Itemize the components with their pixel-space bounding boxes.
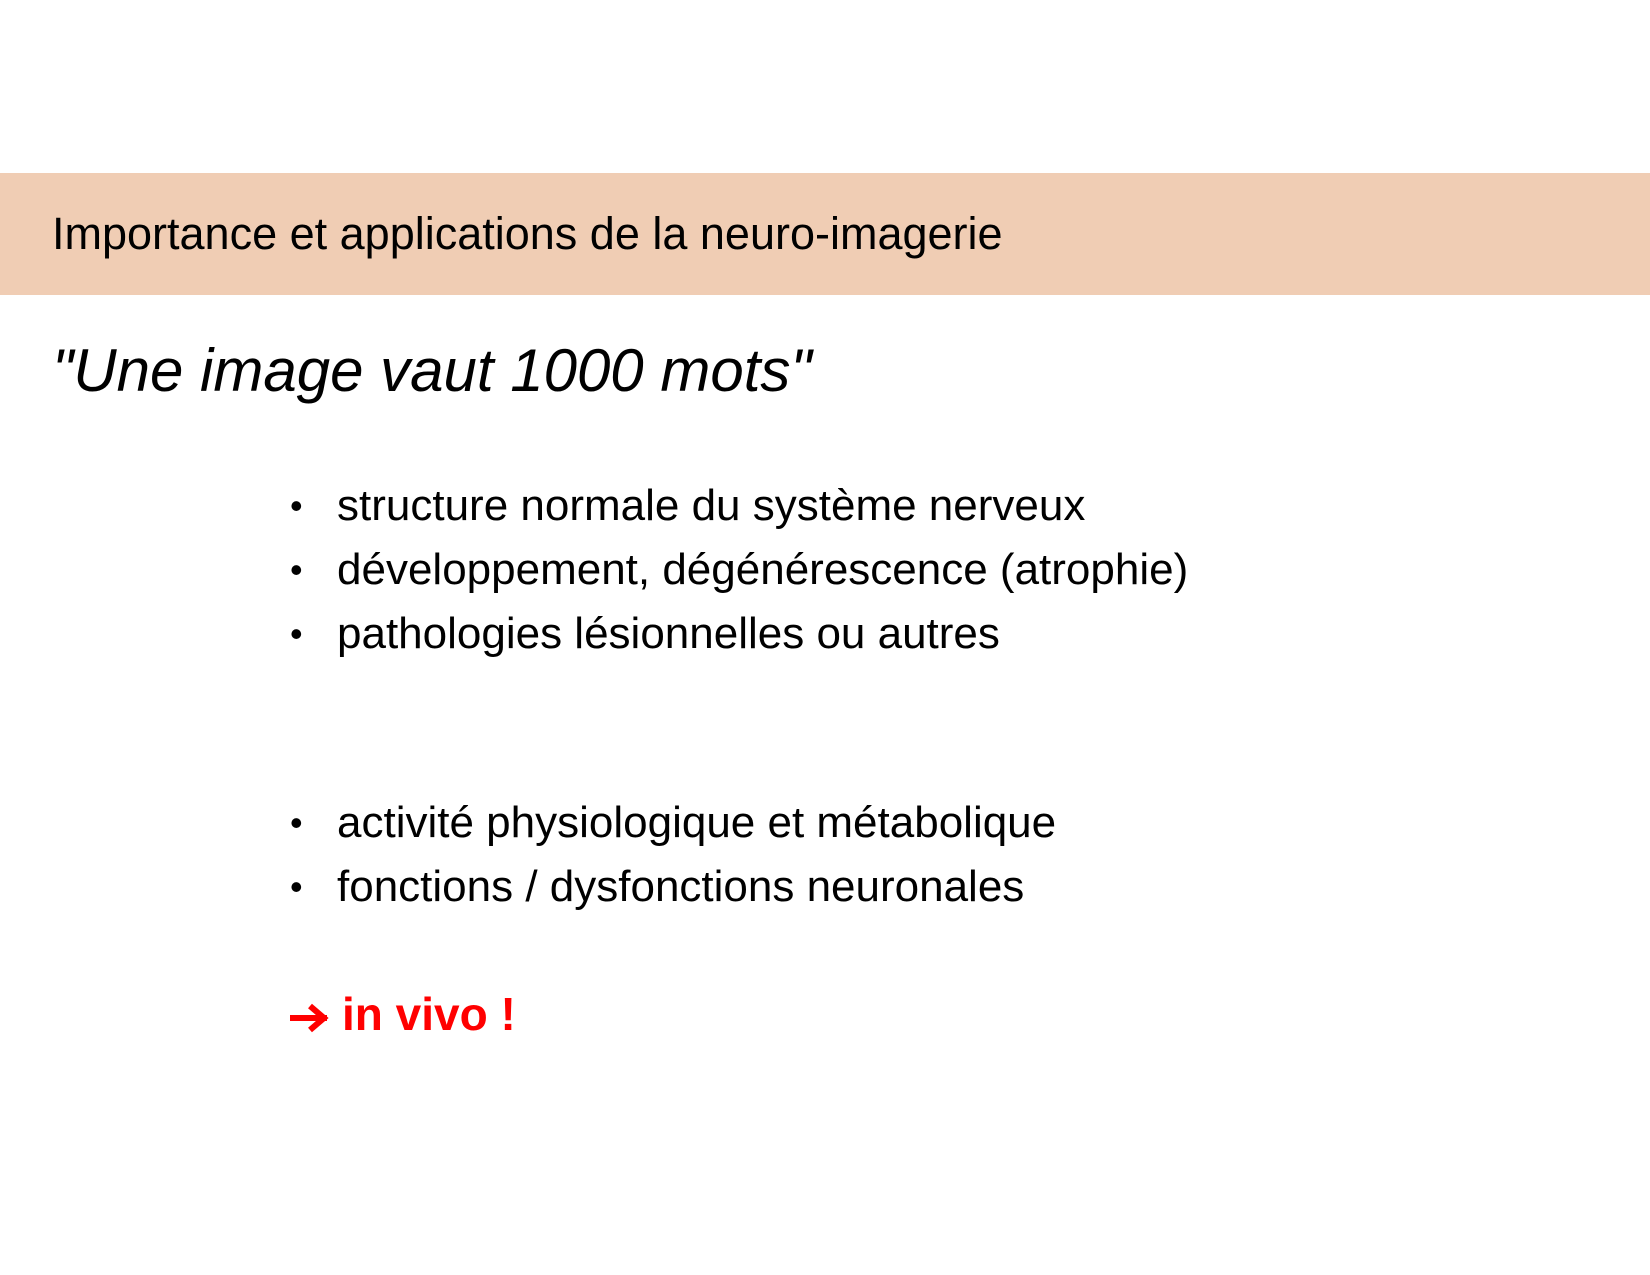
bullet-icon: • (290, 549, 303, 590)
page-title: Importance et applications de la neuro-imagerie (52, 208, 1003, 259)
title-band (0, 173, 1650, 295)
bullet-text: pathologies lésionnelles ou autres (337, 609, 1000, 658)
bullet-icon: • (290, 866, 303, 907)
bullet-text: structure normale du système nerveux (337, 481, 1086, 530)
bullet-text: fonctions / dysfonctions neuronales (337, 862, 1025, 911)
conclusion-text: in vivo ! (342, 988, 516, 1040)
conclusion (290, 982, 516, 1046)
bullet-text: activité physiologique et métabolique (337, 798, 1057, 847)
bullet-text: développement, dégénérescence (atrophie) (337, 545, 1189, 594)
quote-heading: "Une image vaut 1000 mots" (52, 337, 812, 404)
arrow-right-icon (290, 1003, 330, 1033)
bullet-icon: • (290, 802, 303, 843)
bullet-icon: • (290, 485, 303, 526)
bullet-icon: • (290, 613, 303, 654)
